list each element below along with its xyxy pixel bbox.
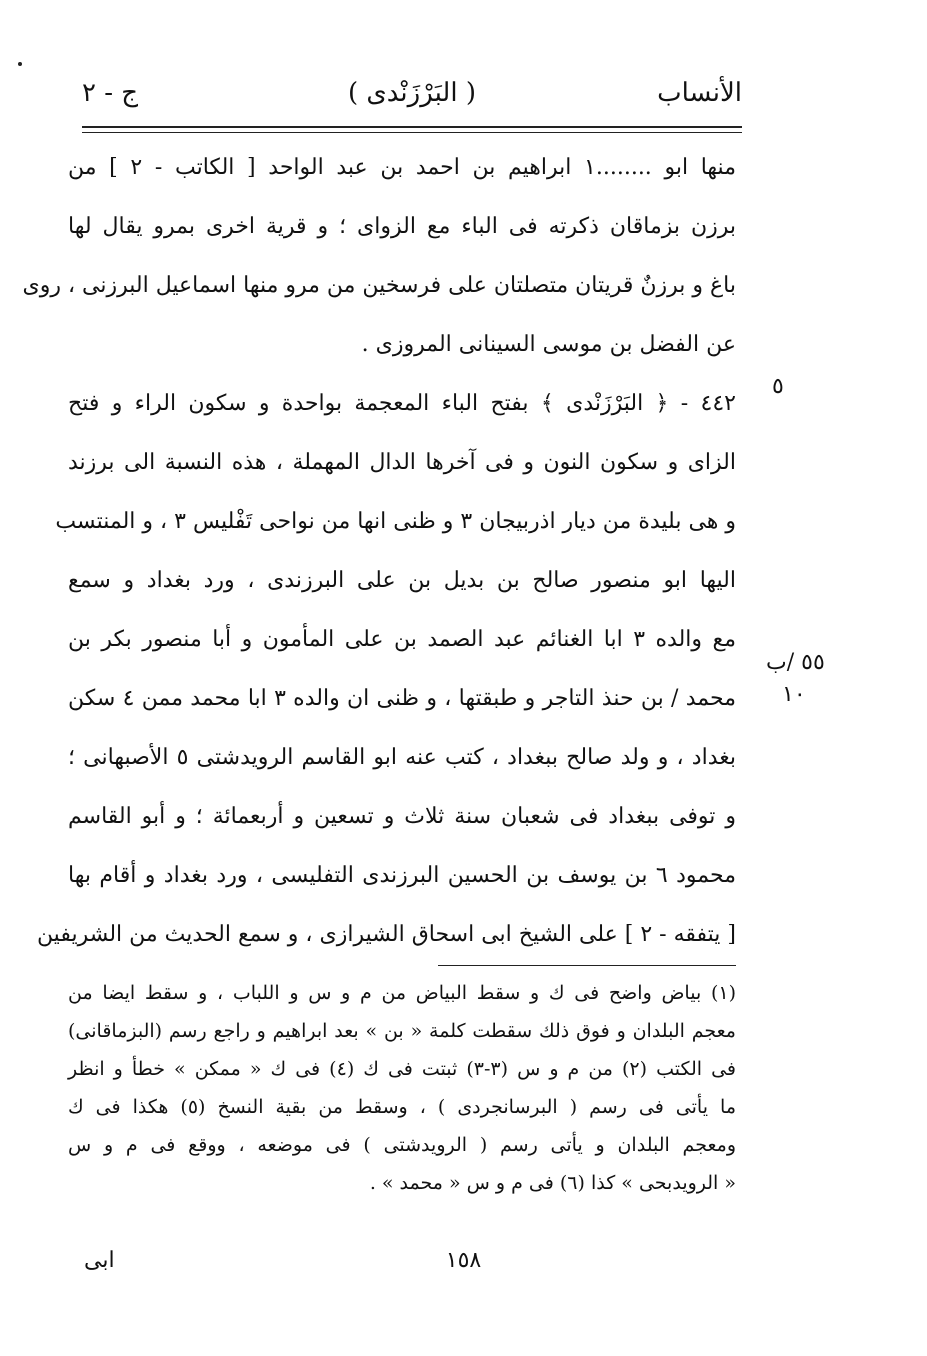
text-line: بغداد ، و ولد صالح ببغداد ، كتب عنه ابو القاسم الرويدشتى ٥ الأصبهانى ؛ [68,745,736,770]
text-line: محمود ٦ بن يوسف بن الحسين البرزندى التفليسى ، ورد بغداد و أقام بها [68,863,736,888]
margin-line-number-5: ٥ [772,374,784,399]
footnote-line: معجم البلدان و فوق ذلك سقطت كلمة « بن » بعد ابراهيم و راجع رسم (البزماقانى) [68,1020,736,1042]
header-entry-title: ( البَرْزَنْدى ) [348,78,476,108]
text-line: باغ و برزنٌ قريتان متصلتان على فرسخين من مرو منها اسماعيل البرزنى ، روى [22,273,736,298]
text-line: الزاى و سكون النون و فى آخرها الدال المهملة ، هذه النسبة الى برزند [68,450,736,475]
margin-folio-mark: ٥٥ /ب [766,650,825,675]
entry-heading-line: ٤٤٢ - ﴿ البَرْزَنْدى ﴾ بفتح الباء المعجمة بواحدة و سكون الراء و فتح [68,391,736,416]
main-text [22,138,736,964]
text-line: اليها ابو منصور صالح بن بديل بن على البرزندى ، ورد بغداد و سمع [68,568,736,593]
header-volume: ج - ٢ [82,78,139,108]
text-line: محمد / بن حنذ التاجر و طبقتها ، و ظنى ان والده ٣ ابا محمد ممن ٤ سكن [68,686,736,711]
text-line: عن الفضل بن موسى السينانى المروزى . [361,332,736,357]
footnote-line: « الرويدبحى » كذا (٦) فى م و س « محمد » . [369,1172,736,1194]
header-rule-thin [82,132,742,133]
header-book-title: الأنساب [657,78,742,108]
footnote-line: فى الكتب (٢) من م و س (٣-٣) ثبتت فى ك (٤) فى ك « ممكن » خطأ و انظر [68,1058,736,1080]
text-line: مع والده ٣ ابا الغنائم عبد الصمد بن على المأمون و أبا منصور بكر بن [68,627,736,652]
footnotes [68,974,736,1202]
footnote-rule [438,965,736,966]
footnote-line: ما يأتى فى رسم ( البرسانجردى ) ، وسقط من بقية النسخ (٥) هكذا فى ك [68,1096,736,1118]
header-rule-thick [82,126,742,128]
page-number: ١٥٨ [445,1248,482,1273]
text-line: و هى بليدة من ديار اذربيجان ٣ و ظنى انها من نواحى تَفْليس ٣ ، و المنتسب [55,509,736,534]
text-line: [ يتفقه - ٢ ] على الشيخ ابى اسحاق الشيرازى ، و سمع الحديث من الشريفين [36,922,736,947]
running-header [82,78,742,122]
footnote-line: ومعجم البلدان و يأتى رسم ( الرويدشتى ) فى موضعه ، ووقع فى م و س [68,1134,736,1156]
footnote-line: (١) بياض واضح فى ك و سقط البياض من م و س و اللباب ، و سقط ايضا من [68,982,736,1004]
margin-line-number-10: ١٠ [782,682,806,707]
catchword: ابى [84,1248,115,1273]
page-speck [18,62,22,66]
text-line: و توفى ببغداد فى شعبان سنة ثلاث و تسعين و أربعمائة ؛ و أبو القاسم [68,804,736,829]
text-line: منها ابو ........١ ابراهيم بن احمد بن عبد الواحد [ الكاتب - ٢ ] من [68,155,736,180]
text-line: برزن بزماقان ذكرته فى الباء مع الزواى ؛ و قرية اخرى بمرو يقال لها [68,214,736,239]
